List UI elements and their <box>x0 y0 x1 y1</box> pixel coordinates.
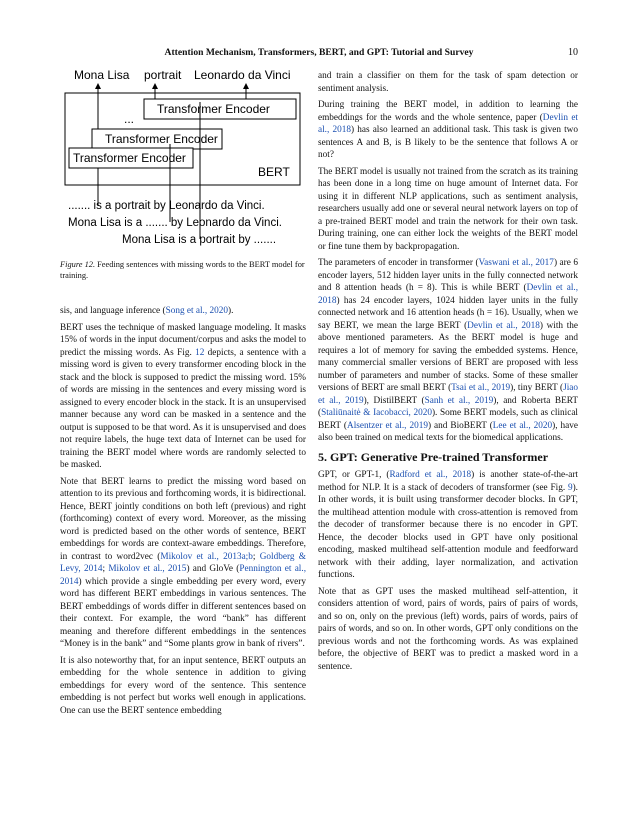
paragraph <box>318 257 578 445</box>
text: ; <box>102 564 109 574</box>
text: The parameters of encoder in transformer ( <box>318 258 479 268</box>
text: ), tiny BERT ( <box>510 383 564 393</box>
text: GPT, or GPT-1, ( <box>318 470 390 480</box>
page-number: 10 <box>568 47 578 58</box>
citation-link[interactable]: Jiao et al., 2019 <box>318 383 578 406</box>
output-label-1: Mona Lisa <box>74 68 130 82</box>
running-header <box>60 47 578 59</box>
text: ), and Roberta BERT ( <box>318 395 578 418</box>
paragraph <box>60 476 306 651</box>
text: ), DistilBERT ( <box>363 395 425 406</box>
bert-label: BERT <box>258 165 290 179</box>
text: ) has also learned an additional task. This task is given two sentences A and B, is B likely to be the sentence that follows A or not? <box>318 125 578 160</box>
section-heading: 5. GPT: Generative Pre-trained Transformer <box>318 449 549 464</box>
right-column <box>318 70 578 677</box>
input-sentence-2: Mona Lisa is a ....... by Leonardo da Vinci. <box>68 217 282 229</box>
paragraph: The BERT model is usually not trained from the scratch as its training has been done in a long time on huge amount of Internet data. For using it in different NLP applications, such as sentiment analysis, researchers usually add one or several neural network layers on top of a pre-trained BERT model and train the network for their own task. During training, one can either lock the weights of the BERT model or fine tune them by backpropagation. <box>318 166 578 252</box>
citation-link[interactable]: Devlin et al., 2018 <box>467 320 540 331</box>
caption-text: Feeding sentences with missing words to the BERT model for training. <box>60 260 305 280</box>
paragraph <box>60 305 306 318</box>
output-label-2: portrait <box>144 68 182 82</box>
citation-link[interactable]: Mikolov et al., 2015 <box>108 564 187 574</box>
text: Note that BERT learns to predict the missing word based on attention to its previous and forthcoming words, it is bidirectional. Hence, BERT jointly conditions on both left (previous) and right (forthcoming) context of every word. Moreover, as the missing word is predicted based on the other words of sentence, BERT embeddings for words are context-aware embeddings. Therefore, in contrast to word2vec ( <box>60 476 306 562</box>
running-title: Attention Mechanism, Transformers, BERT, and GPT: Tutorial and Survey <box>164 47 474 58</box>
text: depicts, a sentence with a missing word is given to every transformer encoding block in the stack and the block is supposed to predict the missing word. 15% of words are missing in the sentences and every missing word is assigned to every encoder block in the stack. It is an unsupervised manner because any word can be masked in a sentence and the output is supposed to be that word. As it is unsupervised and does not require labels, the huge text data of Internet can be used for training the BERT model where words are randomly selected to be masked. <box>60 347 306 470</box>
text: ). Some BERT models, such as clinical BERT ( <box>318 408 579 431</box>
citation-link[interactable]: Song et al., 2020 <box>165 306 228 316</box>
caption-label: Figure 12. <box>60 260 96 269</box>
text: sis, and language inference ( <box>60 306 166 316</box>
citation-link[interactable]: Vaswani et al., 2017 <box>478 258 554 268</box>
text: ) with the above mentioned parameters. As the BERT model is huge and requires a lot of memory for saving the embedded systems. Hence, many commercial smaller versions of BERT are proposed with less number of parameters and number of stacks. Some of these smaller versions of BERT are small BERT ( <box>318 320 579 393</box>
text: BERT uses the technique of masked language modeling. It masks 15% of words in the input document/corpus and asks the model to predict the missing words. As Fig. <box>60 322 306 358</box>
citation-link[interactable]: Pennington et al., 2014 <box>60 564 307 587</box>
citation-link[interactable]: Sanh et al., 2019 <box>424 395 494 406</box>
paragraph: It is also noteworthy that, for an input sentence, BERT outputs an embedding for the whole sentence in addition to giving embeddings for every word of the sentence. This sentence embedding is not perfect but works well enough in applications. One can use the BERT sentence embedding <box>60 655 306 716</box>
text: ) are 6 encoder layers, 512 hidden layer units in the fully connected network and 8 attention heads (h = 8). This is while BERT ( <box>318 258 578 293</box>
text: ; <box>252 551 260 562</box>
encoder-block-2-label: Transformer Encoder <box>105 132 218 146</box>
text: ). In other words, it is built using transformer decoder blocks. In GPT, the multihead attention module with cross-attention is removed from the decoder of transformer because there is no encoder in GPT. Hence, the decoder blocks used in GPT have only positional encoding, masked multihead self-attention module and feedforward network with their adding, layer normalization, and activation functions. <box>318 482 578 580</box>
text: ) and GloVe ( <box>186 564 240 574</box>
encoder-block-3-label: Transformer Encoder <box>157 102 270 116</box>
text: ) is another state-of-the-art method for NLP. It is a stack of decoders of transformer (see Fig. <box>318 470 578 493</box>
left-column <box>60 305 306 721</box>
input-sentence-3: Mona Lisa is a portrait by ....... <box>122 234 277 246</box>
encoder-block-1-label: Transformer Encoder <box>73 151 186 165</box>
citation-link[interactable]: Mikolov et al., 2013a;b <box>160 551 253 562</box>
citation-link[interactable]: Staliūnaitė & Iacobacci, 2020 <box>321 408 432 418</box>
output-label-3: Leonardo da Vinci <box>194 68 291 82</box>
paragraph: and train a classifier on them for the task of spam detection or sentiment analysis. <box>318 71 578 94</box>
paragraph <box>60 322 306 472</box>
citation-link[interactable]: Devlin et al., 2018 <box>318 283 579 306</box>
paragraph: Note that as GPT uses the masked multihead self-attention, it considers attention of word, pairs of words, pairs of pairs of words, and so on, only on the previous (left) words, pairs of words, pairs of pairs of words, and so on. In other words, GPT only conditions on the previous words and not the forthcoming words. As was explained before, the objective of BERT was to predict a masked word in a sentence. <box>318 586 578 672</box>
paragraph <box>318 99 578 162</box>
paragraph <box>318 469 578 582</box>
citation-link[interactable]: Devlin et al., 2018 <box>318 112 579 135</box>
figure-12 <box>60 66 310 256</box>
citation-link[interactable]: Lee et al., 2020 <box>492 420 553 431</box>
text: ) which provide a single embedding per every word, every word has different BERT embeddings in various sentences. The BERT embeddings of words differ in different sentences based on their context. For example, the word “bank” has different meaning and therefore different embeddings in the sentences “Money is in the bank” and “Some plants grow in bank of rivers”. <box>60 576 306 649</box>
input-sentence-1: ....... is a portrait by Leonardo da Vinci. <box>68 200 265 212</box>
figure-ref-link[interactable]: 12 <box>195 347 205 358</box>
text: ), have also been trained on medical texts for the biomedical applications. <box>318 420 579 443</box>
citation-link[interactable]: Tsai et al., 2019 <box>451 383 511 393</box>
citation-link[interactable]: Alsentzer et al., 2019 <box>347 420 428 431</box>
text: ). <box>228 306 234 316</box>
ellipsis-dots: ... <box>124 112 135 126</box>
figure-diagram <box>60 66 310 256</box>
figure-ref-link[interactable]: 9 <box>567 482 573 493</box>
figure-caption <box>60 259 306 281</box>
text: ) and BioBERT ( <box>427 420 493 431</box>
text: During training the BERT model, in addition to learning the embeddings for the words and the whole sentence, paper ( <box>318 100 578 123</box>
text: ) has 24 encoder layers, 1024 hidden layer units in the fully connected network and 16 attention heads (h = 16). Usually, when we say BERT, we mean the large BERT ( <box>318 295 578 331</box>
citation-link[interactable]: Radford et al., 2018 <box>389 470 472 480</box>
citation-link[interactable]: Goldberg & Levy, 2014 <box>60 551 306 574</box>
